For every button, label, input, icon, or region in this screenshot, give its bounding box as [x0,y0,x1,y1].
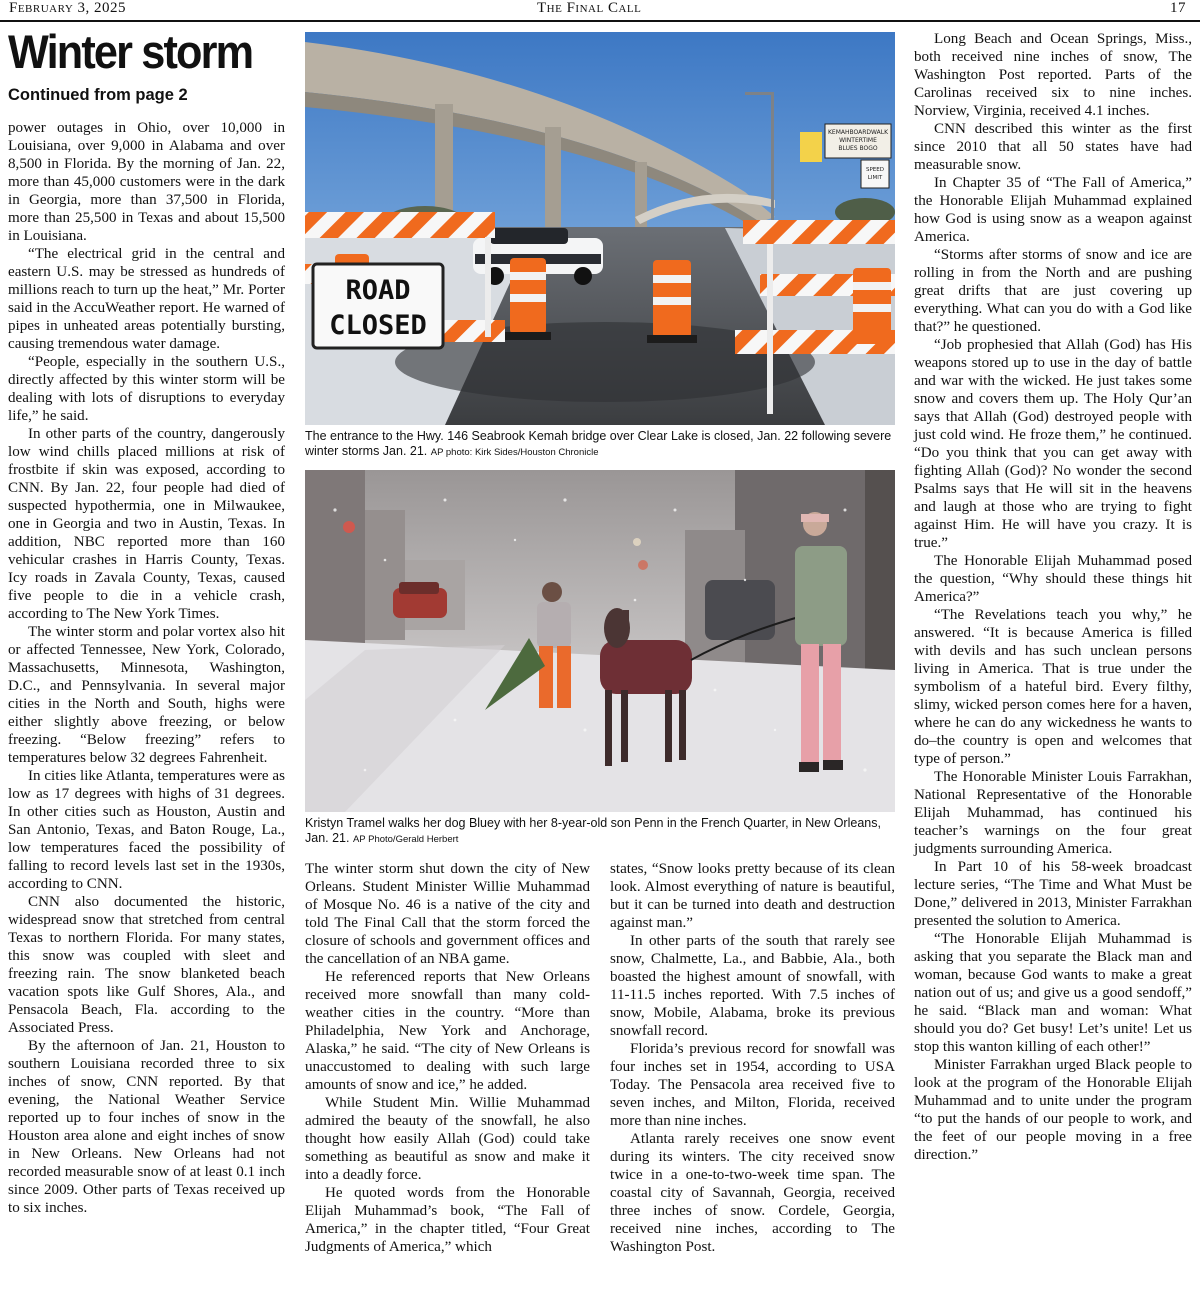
publication-name: The Final Call [537,0,642,16]
french-quarter-photo [305,470,895,812]
paragraph: In cities like Atlanta, temperatures were as low as 17 degrees with highs of 31 degrees. In other cities such as Houston, Austin and San Antonio, Texas, and Baton Rouge, La., low temperatures faced the possibility of falling to record levels last set in the 1930s, according to CNN. [8,768,285,892]
paragraph: “The electrical grid in the central and eastern U.S. may be stressed as hundreds of millions reach to turn up the heat,” Mr. Porter said in the AccuWeather report. He warned of pipes in unheated areas potentially bursting, causing tremendous water damage. [8,246,285,352]
article-column-3 [610,860,895,1256]
paragraph: “The Revelations teach you why,” he answered. “It is because America is filled with devils and has such unclean persons living in America. That is true under the symbolism of a hateful bird. Every filthy, slimy, wicked person comes here for a haven, where he can do any wickedness he wants to do–the country is open and welcomes that type of person.” [914,607,1192,767]
top-photo-caption [305,429,897,460]
article-column-1 [8,119,285,1217]
road-closed-sign-text-1: ROAD [345,275,411,306]
paragraph: states, “Snow looks pretty because of its clean look. Almost everything of nature is beautiful, but it can be turned into death and destruction against man.” [610,861,895,931]
paragraph: The Honorable Elijah Muhammad posed the question, “Why should these things hit America?” [914,553,1192,605]
caption-text: Kristyn Tramel walks her dog Bluey with her 8-year-old son Penn in the French Quarter, in New Orleans, Jan. 21. [305,816,881,845]
billboard-text-2: WINTERTIME [839,137,877,144]
photo-credit: AP photo: Kirk Sides/Houston Chronicle [430,447,599,458]
speed-sign-text-2: LIMIT [867,175,883,181]
paragraph: While Student Min. Willie Muhammad admired the beauty of the snowfall, he also thought how easily Allah (God) could take something as beautiful as snow and make it into a deadly force. [305,1095,590,1183]
paragraph: He referenced reports that New Orleans received more snowfall than many cold-weather cities in the country. “More than Philadelphia, New York and Anchorage, Alaska,” he said. “The city of New Orleans is unaccustomed to dealing with such large amounts of snow and ice,” he added. [305,969,590,1093]
paragraph: In Chapter 35 of “The Fall of America,” the Honorable Elijah Muhammad explained how God is using snow as a weapon against America. [914,175,1192,245]
paragraph: In Part 10 of his 58-week broadcast lecture series, “The Time and What Must be Done,” delivered in 2013, Minister Farrakhan presented the solution to America. [914,859,1192,929]
paragraph: “Job prophesied that Allah (God) has His weapons stored up to use in the day of battle and war with the wicked. He just takes some snow and covers them up. The Holy Qur’an says that Allah (God) destroyed people with just cold wind. He froze them,” he continued. “Do you think that you can get away with fighting Allah (God)? No wonder the second Psalms says that He will sit in the heavens and laugh at those who are trying to fight against Him. He will have you crazy. It is true.” [914,337,1192,551]
paragraph: Florida’s previous record for snowfall was four inches set in 1954, according to USA Today. The Pensacola area received five to seven inches, and Milton, Florida, received more than nine inches. [610,1041,895,1129]
caption-text: The entrance to the Hwy. 146 Seabrook Kemah bridge over Clear Lake is closed, Jan. 22 following severe winter storms Jan. 21. [305,429,892,458]
paragraph: By the afternoon of Jan. 21, Houston to southern Louisiana recorded three to six inches of snow, CNN reported. By that evening, the National Weather Service reported up to four inches of snow in the Houston area alone and eight inches of snow in New Orleans. New Orleans had not recorded measurable snow of at least 0.1 inch since 2009. Other parts of Texas received up to six inches. [8,1038,285,1216]
article-column-2 [305,860,590,1256]
paragraph: Minister Farrakhan urged Black people to look at the program of the Honorable Elijah Muhammad and to unite under the program “to put the hands of our people to work, and the feet of our people moving in a free direction.” [914,1057,1192,1163]
paragraph: Atlanta rarely receives one snow event during its winters. The city received snow twice in a one-to-two-week time span. The coastal city of Savannah, Georgia, received three inches of snow. Cordele, Georgia, received nine inches, according to The Washington Post. [610,1131,895,1255]
paragraph: “The Honorable Elijah Muhammad is asking that you separate the Black man and woman, because God wants to make a great nation out of us; and give us a good sendoff,” he said. “Black man and woman: What should you do? Get busy! Let’s unite! Let us stop this wanton killing of each other!” [914,931,1192,1055]
article-column-4 [914,30,1192,1164]
bottom-photo-caption [305,816,897,847]
paragraph: “Storms after storms of snow and ice are rolling in from the North and are pushing great drifts that are just covering up everything. What can you do with a God like that?” he questioned. [914,247,1192,335]
paragraph: The Honorable Minister Louis Farrakhan, National Representative of the Honorable Elijah Muhammad, has continued his teacher’s warnings on the four great judgments surrounding America. [914,769,1192,857]
road-closed-sign-text-2: CLOSED [329,310,427,341]
paragraph: He quoted words from the Honorable Elijah Muhammad’s book, “The Fall of America,” in the chapter titled, “Four Great Judgments of America,” which [305,1185,590,1255]
paragraph: In other parts of the south that rarely see snow, Chalmette, La., and Babbie, Ala., both boasted the highest amount of snowfall, with 11-11.5 inches reported. With 7.5 inches of snow, Mobile, Alabama, broke its previous snowfall record. [610,933,895,1039]
billboard-text-1: KEMAHBOARDWALK [827,129,889,136]
issue-date: February 3, 2025 [9,0,127,16]
photo-credit: AP Photo/Gerald Herbert [352,834,459,845]
speed-sign-text-1: SPEED [866,167,884,173]
road-closed-photo [305,32,895,425]
paragraph: “People, especially in the southern U.S., directly affected by this winter storm will be dealing with lots of disruptions to everyday life,” he said. [8,354,285,424]
page-number: 17 [1170,0,1186,16]
paragraph: CNN described this winter as the first since 2010 that all 50 states have had measurable snow. [914,121,1192,173]
paragraph: In other parts of the country, dangerously low wind chills placed millions at risk of frostbite if skin was exposed, according to CNN. By Jan. 22, four people had died of suspected hypothermia, one in Milwaukee, one in Georgia and two in Austin, Texas. In addition, NBC reported more than 160 vehicular crashes in Harris County, Texas. Icy roads in Zavala County, Texas, caused five people to die in a vehicle crash, according to The New York Times. [8,426,285,622]
paragraph: The winter storm shut down the city of New Orleans. Student Minister Willie Muhammad of Mosque No. 46 is a native of the city and told The Final Call that the storm forced the closure of schools and government offices and the cancellation of an NBA game. [305,861,590,967]
continued-from: Continued from page 2 [8,86,188,104]
page-header [0,0,1200,22]
paragraph: CNN also documented the historic, widespread snow that stretched from central Texas to northern Florida. For many states, this snow was coupled with sleet and freezing rain. The snow blanketed beach vacation spots like Gulf Shores, Ala., and Pensacola Beach, Fla. according to the Associated Press. [8,894,285,1036]
headline: Winter storm [8,25,253,78]
paragraph: Long Beach and Ocean Springs, Miss., both received nine inches of snow, The Washington Post reported. Parts of the Carolinas received six to nine inches. Norview, Virginia, received 4.1 inches. [914,31,1192,119]
paragraph: power outages in Ohio, over 10,000 in Louisiana, over 9,000 in Alabama and over 8,500 in Florida. By the morning of Jan. 22, more than 45,000 customers were in the dark in Georgia, more than 37,500 in Florida, more than 25,500 in Texas and about 15,500 in Louisiana. [8,120,285,244]
paragraph: The winter storm and polar vortex also hit or affected Tennessee, New York, Colorado, Massachusetts, Minnesota, Washington, D.C., and Pennsylvania. In several major cities in the North and South, highs were either slightly above freezing, or below freezing. “Below freezing” refers to temperatures below 32 degrees Fahrenheit. [8,624,285,766]
road-closed-image [305,32,895,425]
french-quarter-image [305,470,895,812]
billboard-text-3: BLUES BOGO [838,145,878,152]
